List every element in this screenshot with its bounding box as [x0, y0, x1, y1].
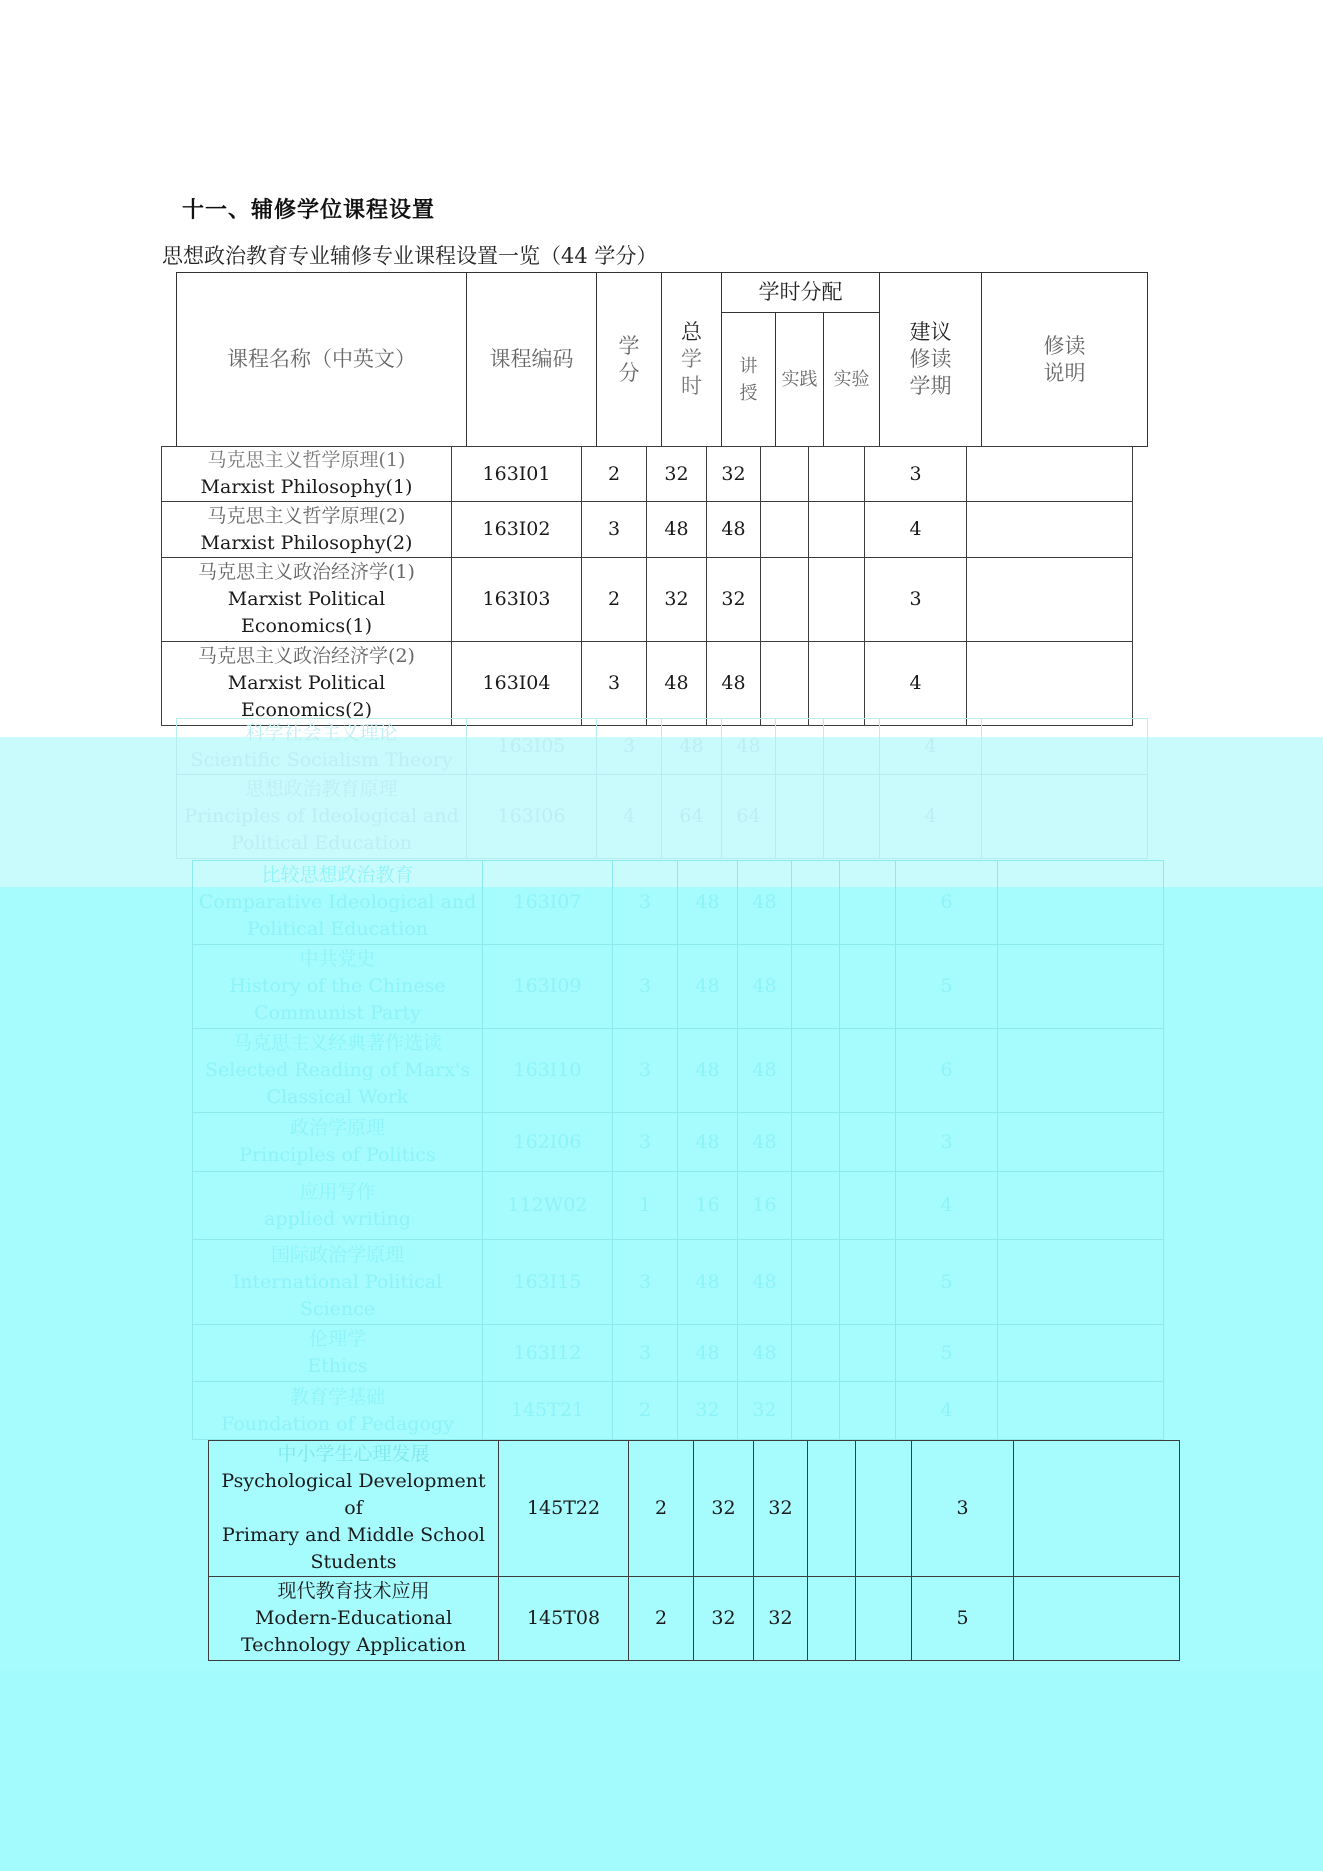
table-row: 教育学基础 Foundation of Pedagogy 145T21 2 32 32 4 — [193, 1382, 1164, 1440]
table-row: 中小学生心理发展 Psychological Development of Primary and Middle School Students 145T22 2 32 32 3 — [209, 1441, 1180, 1577]
table-row: 国际政治学原理 International Political Science 163I15 3 48 48 5 — [193, 1240, 1164, 1325]
table-body-a — [161, 446, 1133, 726]
table-body-c — [192, 860, 1164, 1440]
table-row: 马克思主义哲学原理(2) Marxist Philosophy(2) 163I02 3 48 48 4 — [162, 502, 1133, 558]
table-row: 马克思主义政治经济学(1) Marxist Political Economics(1) 163I03 2 32 32 3 — [162, 558, 1133, 642]
table-row: 政治学原理 Principles of Politics 162I06 3 48 48 3 — [193, 1113, 1164, 1172]
table-row: 伦理学 Ethics 163I12 3 48 48 5 — [193, 1325, 1164, 1382]
col-lecture: 讲 授 — [722, 313, 776, 447]
col-practice: 实践 — [776, 313, 824, 447]
table-row: 马克思主义哲学原理(1) Marxist Philosophy(1) 163I01 2 32 32 3 — [162, 447, 1133, 502]
col-hour-allocation: 学时分配 — [722, 273, 880, 313]
table-caption: 思想政治教育专业辅修专业课程设置一览（44 学分） — [162, 244, 658, 268]
table-row: 比较思想政治教育 Comparative Ideological and Political Education 163I07 3 48 48 6 — [193, 861, 1164, 945]
col-total-hours: 总 学 时 — [662, 273, 722, 447]
table-row: 马克思主义经典著作选读 Selected Reading of Marx's Classical Work 163I10 3 48 48 6 — [193, 1029, 1164, 1113]
table-body-d — [208, 1440, 1180, 1661]
col-code: 课程编码 — [467, 273, 597, 447]
section-heading: 十一、辅修学位课程设置 — [182, 198, 436, 223]
table-row: 中共党史 History of the Chinese Communist Party 163I09 3 48 48 5 — [193, 945, 1164, 1029]
col-credit: 学 分 — [597, 273, 662, 447]
table-row: 科学社会主义理论 Scientific Socialism Theory 163I05 3 48 48 4 — [177, 719, 1148, 775]
table-row: 思想政治教育原理 Principles of Ideological and Political Education 163I06 4 64 64 4 — [177, 775, 1148, 859]
col-name: 课程名称（中英文） — [177, 273, 467, 447]
scan-band — [0, 1670, 1323, 1871]
table-header — [176, 272, 1148, 447]
table-row: 应用写作 applied writing 112W02 1 16 16 4 — [193, 1172, 1164, 1240]
col-suggested-term: 建议 修读 学期 — [880, 273, 982, 447]
col-experiment: 实验 — [824, 313, 880, 447]
table-row: 马克思主义政治经济学(2) Marxist Political Economics(2) 163I04 3 48 48 4 — [162, 642, 1133, 726]
col-note: 修读 说明 — [982, 273, 1148, 447]
table-row: 现代教育技术应用 Modern-Educational Technology Application 145T08 2 32 32 5 — [209, 1577, 1180, 1661]
table-body-b — [176, 718, 1148, 859]
